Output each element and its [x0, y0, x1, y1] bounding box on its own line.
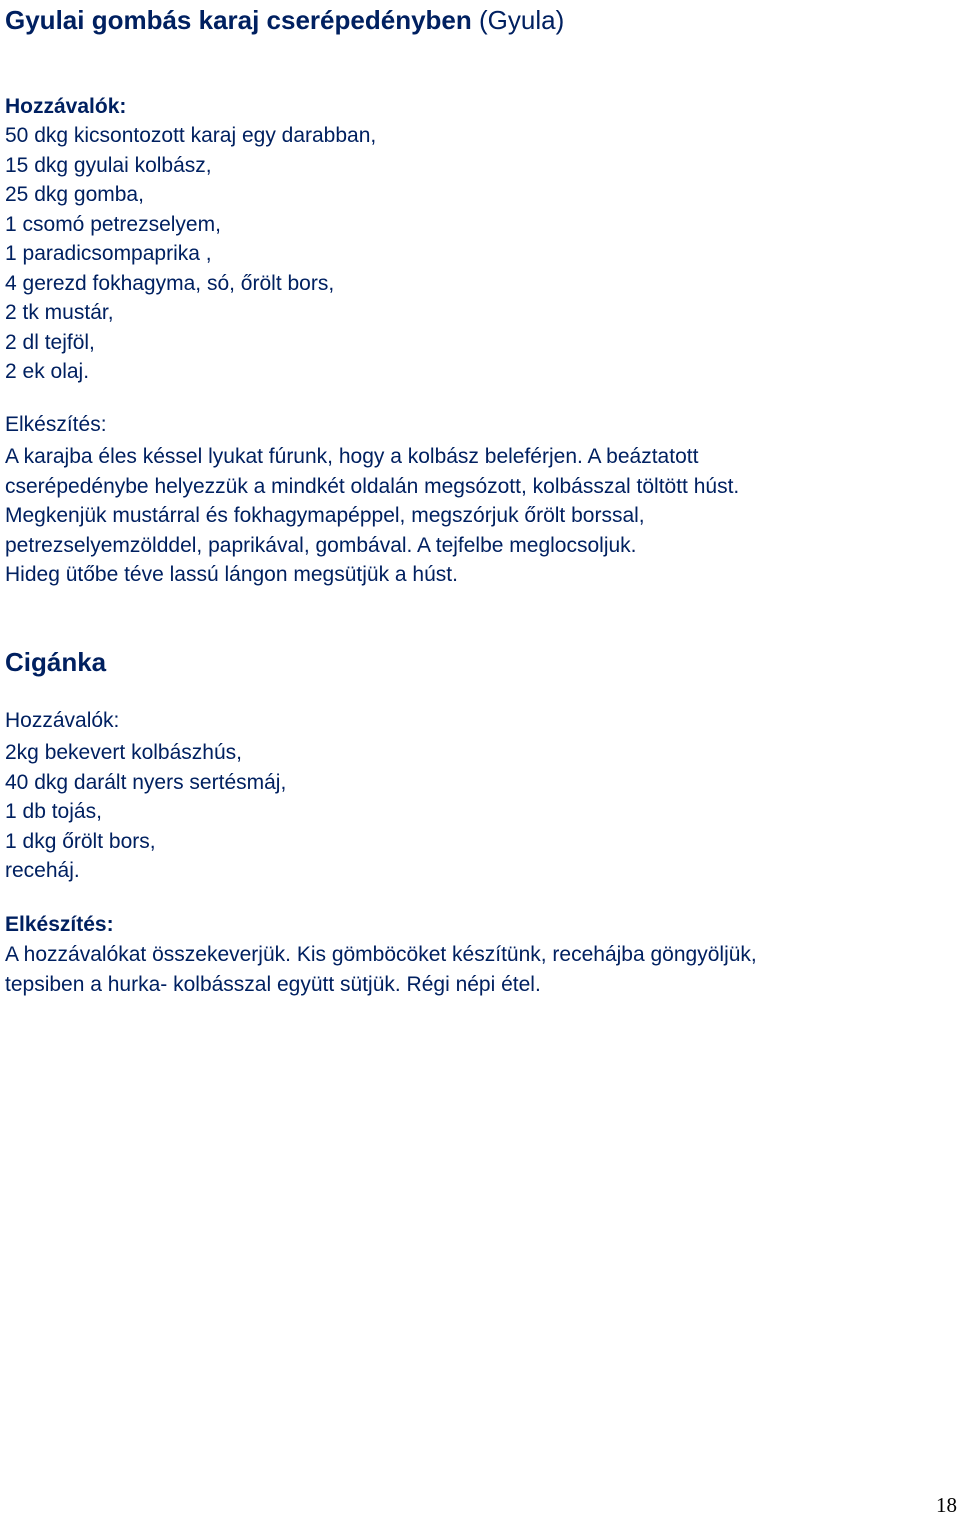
- ingredient-item: 1 paradicsompaprika ,: [5, 242, 212, 265]
- page-number: 18: [936, 1493, 957, 1517]
- method-line: petrezselyemzölddel, paprikával, gombával. A tejfelbe meglocsoljuk.: [5, 533, 637, 557]
- ingredient-item: 50 dkg kicsontozott karaj egy darabban,: [5, 124, 377, 147]
- method-text: [5, 442, 739, 590]
- ingredients-list: [5, 121, 376, 387]
- ingredient-item: 2kg bekevert kolbászhús,: [5, 741, 242, 764]
- ingredient-item: 25 dkg gomba,: [5, 183, 144, 206]
- recipe-title-city: (Gyula): [479, 5, 565, 35]
- ingredient-item: 2 tk mustár,: [5, 301, 114, 324]
- ingredients-heading-2: Hozzávalók:: [5, 709, 120, 732]
- method-line: Megkenjük mustárral és fokhagymapéppel, megszórjuk őrölt borssal,: [5, 504, 645, 527]
- method-line: A karajba éles késsel lyukat fúrunk, hogy a kolbász beleférjen. A beáztatott: [5, 445, 699, 468]
- ingredient-item: 15 dkg gyulai kolbász,: [5, 153, 212, 177]
- method-heading: Elkészítés:: [5, 413, 107, 436]
- recipe-title-cziganka: Cigánka: [5, 647, 107, 677]
- ingredient-item: 1 dkg őrölt bors,: [5, 829, 156, 853]
- ingredient-item: 2 ek olaj.: [5, 360, 90, 383]
- ingredient-item: 1 db tojás,: [5, 800, 102, 823]
- method-text-2: [5, 940, 757, 999]
- ingredient-item: receháj.: [5, 859, 80, 882]
- method-line: tepsiben a hurka- kolbásszal együtt sütjük. Régi népi étel.: [5, 972, 541, 996]
- ingredients-list-2: [5, 738, 286, 886]
- method-line: cserépedénybe helyezzük a mindkét oldalán megsózott, kolbásszal töltött húst.: [5, 474, 740, 498]
- ingredients-heading: Hozzávalók:: [5, 95, 127, 118]
- ingredient-item: 4 gerezd fokhagyma, só, őrölt bors,: [5, 271, 335, 295]
- recipe-title-main: Gyulai gombás karaj cserépedényben: [5, 5, 472, 35]
- method-line: A hozzávalókat összekeverjük. Kis gömböcöket készítünk, recehájba göngyöljük,: [5, 943, 757, 966]
- method-line: Hideg ütőbe téve lassú lángon megsütjük a húst.: [5, 563, 458, 586]
- recipe-title: [5, 4, 564, 36]
- method-heading-2: Elkészítés:: [5, 913, 114, 936]
- ingredient-item: 40 dkg darált nyers sertésmáj,: [5, 770, 287, 794]
- ingredient-item: 1 csomó petrezselyem,: [5, 212, 221, 236]
- ingredient-item: 2 dl tejföl,: [5, 330, 95, 354]
